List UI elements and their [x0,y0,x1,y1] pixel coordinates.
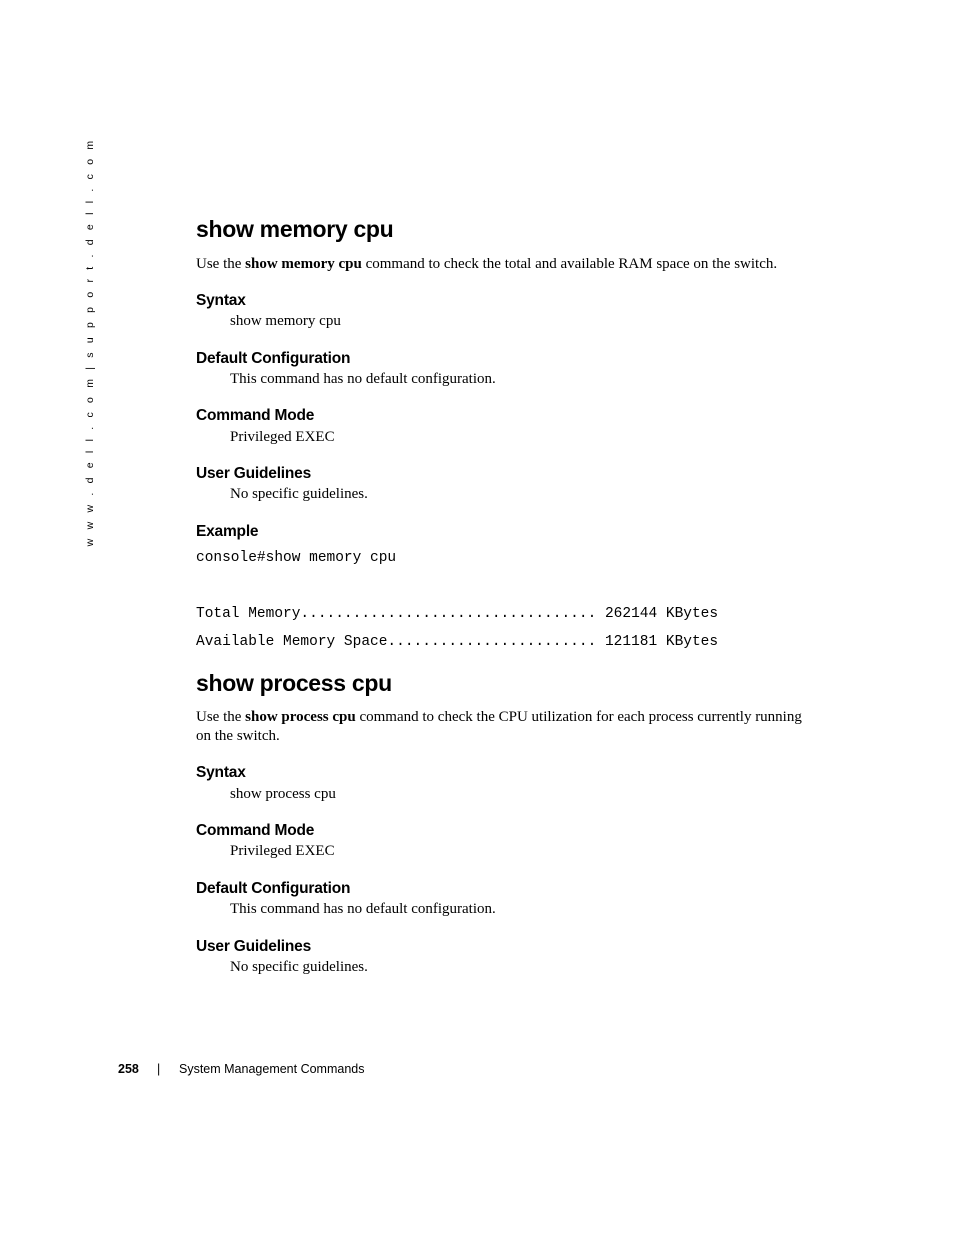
page-number: 258 [118,1062,139,1076]
section1-syntax-text: show memory cpu [230,313,341,329]
section2-syntax-text: show process cpu [230,786,336,802]
sidebar-url-text: w w w . d e l l . c o m | s u p p o r t . d e l l . c o m [84,137,96,546]
example-code-line: Total Memory.................................. 262144 KBytes [196,606,719,622]
section1-mode-text: Privileged EXEC [230,429,335,445]
section1-intro-command: show memory cpu [245,256,362,272]
section2-guidelines-heading: User Guidelines [196,938,312,955]
section2-intro [196,708,806,746]
section2-mode-heading: Command Mode [196,822,315,839]
section1-mode-heading: Command Mode [196,407,315,424]
section1-default-text: This command has no default configuration. [230,371,496,387]
section2-default-text: This command has no default configuration. [230,901,496,917]
section2-mode-text: Privileged EXEC [230,843,335,859]
section1-guidelines-text: No specific guidelines. [230,486,368,502]
example-code-line: Available Memory Space........................ 121181 KBytes [196,634,719,650]
section2-intro-command: show process cpu [245,709,356,725]
section1-intro [196,255,806,274]
section2-syntax-heading: Syntax [196,764,246,781]
section1-example-heading: Example [196,523,259,540]
section1-intro-before: Use the [196,256,246,272]
section1-syntax-heading: Syntax [196,292,246,309]
example-code-line: console#show memory cpu [196,550,397,566]
footer-separator: | [157,1062,161,1076]
section-title-show-memory-cpu: show memory cpu [196,216,394,242]
section1-intro-after: command to check the total and available RAM space on the switch. [361,256,778,272]
section2-intro-after: command to check the CPU utilization for each process currently running on the switch. [196,709,802,744]
section2-intro-before: Use the [196,709,246,725]
footer-chapter-title: System Management Commands [179,1062,365,1076]
section1-guidelines-heading: User Guidelines [196,465,312,482]
section2-guidelines-text: No specific guidelines. [230,959,368,975]
section-title-show-process-cpu: show process cpu [196,670,392,696]
section1-default-heading: Default Configuration [196,350,351,367]
section2-default-heading: Default Configuration [196,880,351,897]
sidebar-url [80,137,100,546]
